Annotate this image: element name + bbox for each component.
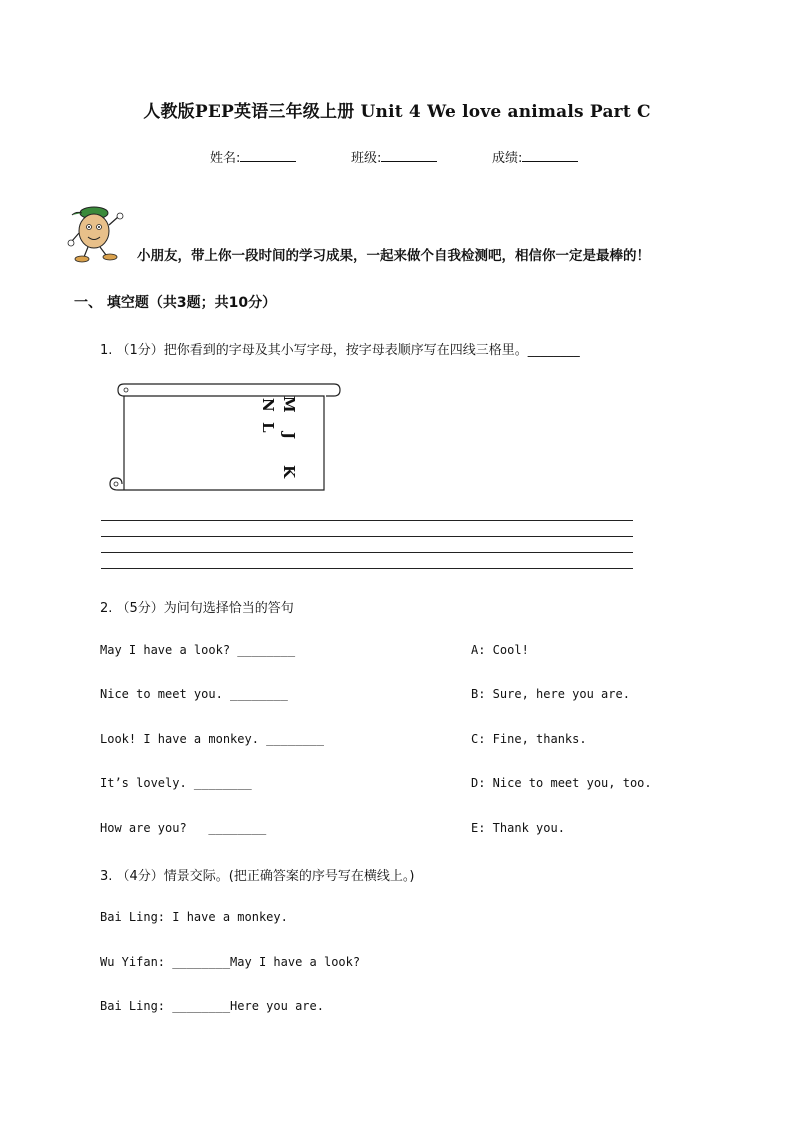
question-1: 1. （1分）把你看到的字母及其小写字母，按字母表顺序写在四线三格里。________ <box>100 343 580 358</box>
class-blank[interactable] <box>381 149 437 162</box>
score-blank[interactable] <box>522 149 578 162</box>
writing-line <box>101 520 633 521</box>
mascot-icon <box>66 203 130 265</box>
question-3: 3. （4分）情景交际。(把正确答案的序号写在横线上。) <box>100 869 415 884</box>
q2-question-3: Look! I have a monkey. ________ <box>100 732 324 746</box>
q2-question-5: How are you? ________ <box>100 821 267 835</box>
q2-answer-e: E: Thank you. <box>471 821 565 835</box>
letter-n: N <box>259 398 277 412</box>
q2-answer-b: B: Sure, here you are. <box>471 687 630 701</box>
q2-answer-a: A: Cool! <box>471 643 529 657</box>
writing-line <box>101 536 633 537</box>
q2-answer-d: D: Nice to meet you, too. <box>471 776 652 790</box>
page-title: 人教版PEP英语三年级上册 Unit 4 We love animals Part C <box>143 102 651 122</box>
section-heading: 一、 填空题（共3题；共10分） <box>74 295 277 311</box>
name-blank[interactable] <box>240 149 296 162</box>
writing-line <box>101 568 633 569</box>
letter-k: K <box>280 465 298 479</box>
score-label: 成绩: <box>492 151 523 166</box>
intro-text: 小朋友，带上你一段时间的学习成果，一起来做个自我检测吧，相信你一定是最棒的！ <box>137 248 650 264</box>
q2-question-2: Nice to meet you. ________ <box>100 687 288 701</box>
q2-answer-c: C: Fine, thanks. <box>471 732 587 746</box>
letter-m: M <box>280 396 298 413</box>
score-field[interactable] <box>492 147 578 166</box>
class-label: 班级: <box>351 151 382 166</box>
scroll-image <box>104 378 344 496</box>
class-field[interactable] <box>351 147 437 166</box>
q3-line-3: Bai Ling: ________Here you are. <box>100 999 324 1013</box>
q2-question-4: It’s lovely. ________ <box>100 776 252 790</box>
q3-line-1: Bai Ling: I have a monkey. <box>100 910 288 924</box>
letter-l: L <box>259 422 277 433</box>
letter-j: J <box>280 432 298 440</box>
question-2: 2. （5分）为问句选择恰当的答句 <box>100 601 294 616</box>
q3-line-2: Wu Yifan: ________May I have a look? <box>100 955 361 969</box>
q2-question-1: May I have a look? ________ <box>100 643 296 657</box>
writing-line <box>101 552 633 553</box>
name-field[interactable] <box>210 147 296 166</box>
name-label: 姓名: <box>210 151 241 166</box>
